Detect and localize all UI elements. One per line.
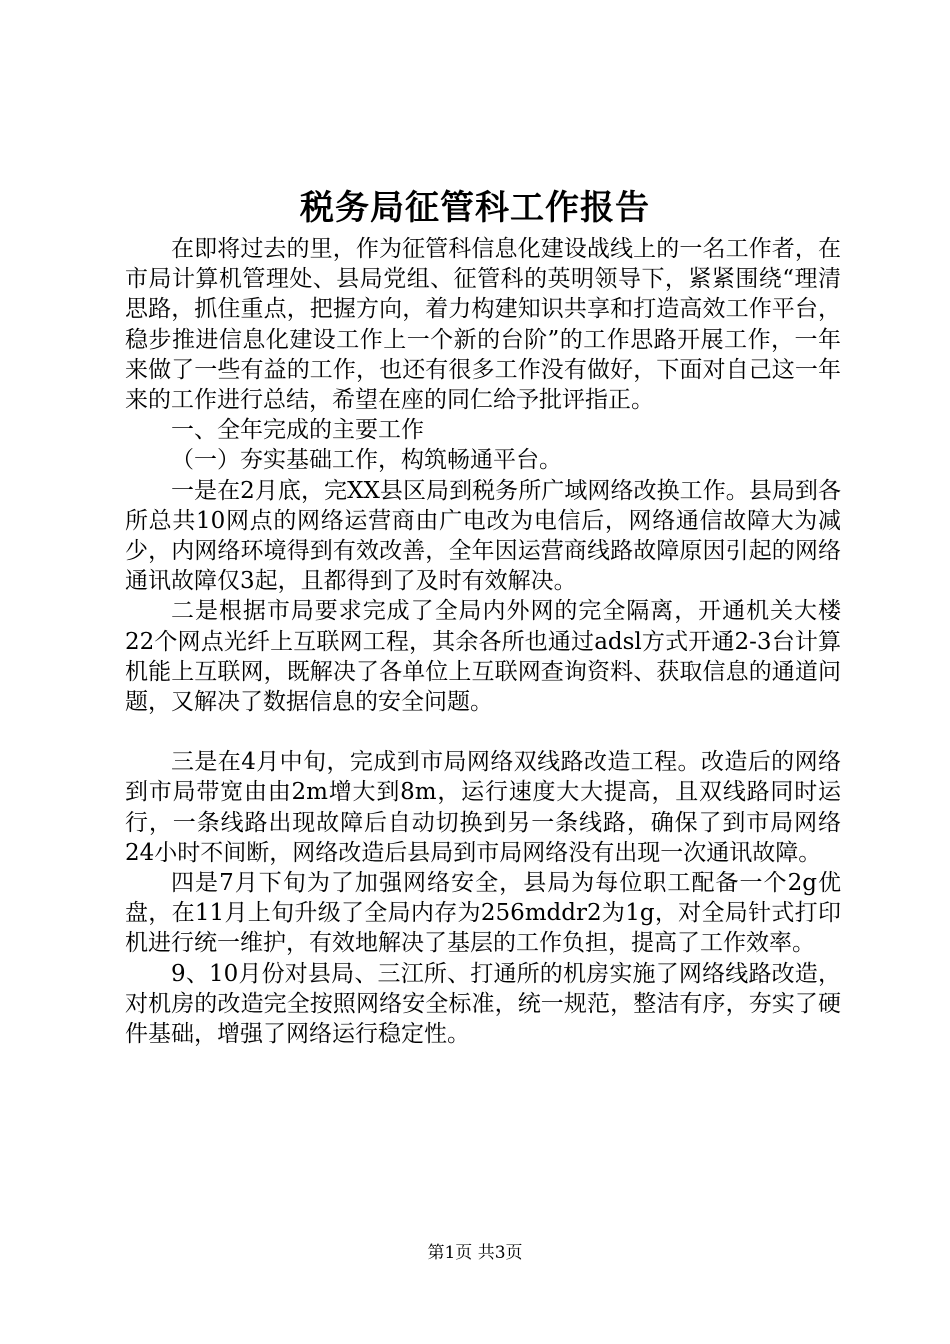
paragraph-item-one: 一是在2月底，完XX县区局到税务所广域网络改换工作。县局到各所总共10网点的网络运营商由广电改为电信后，网络通信故障大为减少，内网络环境得到有效改善，全年因运营商线路故障原因引起的网络通讯故障仅3起，且都得到了及时有效解决。 (125, 477, 841, 595)
blank-line (125, 717, 841, 747)
paragraph-item-five: 9、10月份对县局、三江所、打通所的机房实施了网络线路改造，对机房的改造完全按照网络安全标准，统一规范，整洁有序，夯实了硬件基础，增强了网络运行稳定性。 (125, 960, 841, 1048)
section-heading: 一、全年完成的主要工作 (171, 417, 424, 444)
paragraph-item-two: 二是根据市局要求完成了全局内外网的完全隔离，开通机关大楼22个网点光纤上互联网工程，其余各所也通过adsl方式开通2-3台计算机能上互联网，既解决了各单位上互联网查询资料、获取信息的通道问题，又解决了数据信息的安全问题。 (125, 598, 841, 716)
paragraph-item-three: 三是在4月中旬，完成到市局网络双线路改造工程。改造后的网络到市局带宽由由2m增大到8m，运行速度大大提高，且双线路同时运行，一条线路出现故障后自动切换到另一条线路，确保了到市局网络24小时不间断，网络改造后县局到市局网络没有出现一次通讯故障。 (125, 749, 841, 866)
document-body (125, 234, 841, 1049)
paragraph-item-four: 四是7月下旬为了加强网络安全，县局为每位职工配备一个2g优盘，在11月上旬升级了全局内存为256mddr2为1g，对全局针式打印机进行统一维护，有效地解决了基层的工作负担，提高了工作效率。 (125, 870, 841, 957)
document-title: 税务局征管科工作报告 (300, 188, 650, 228)
subsection-heading: （一）夯实基础工作，构筑畅通平台。 (171, 447, 562, 474)
paragraph-intro: 在即将过去的里，作为征管科信息化建设战线上的一名工作者，在市局计算机管理处、县局党组、征管科的英明领导下，紧紧围绕“理清思路，抓住重点，把握方向，着力构建知识共享和打造高效工作平台，稳步推进信息化建设工作上一个新的台阶”的工作思路开展工作，一年来做了一些有益的工作，也还有很多工作没有做好，下面对自己这一年来的工作进行总结，希望在座的同仁给予批评指正。 (125, 236, 841, 414)
page-number: 第1页 共3页 (427, 1243, 523, 1263)
